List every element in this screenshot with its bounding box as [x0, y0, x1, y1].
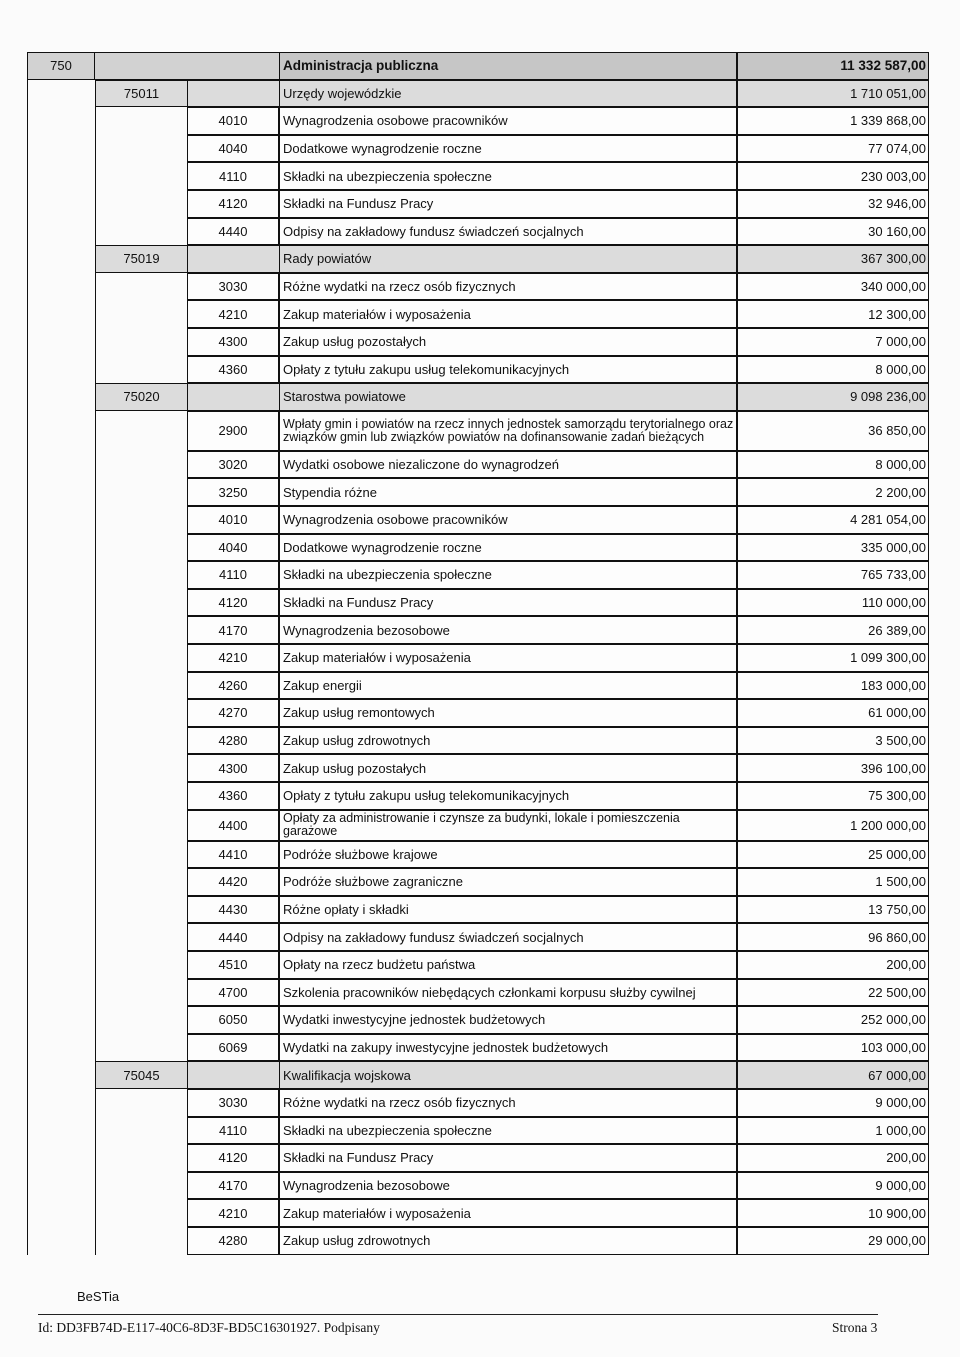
paragraf-row — [27, 411, 929, 451]
paragraf-row — [27, 896, 929, 924]
empty-cell — [95, 868, 187, 896]
empty-cell — [95, 979, 187, 1007]
paragraf-amount: 32 946,00 — [737, 190, 929, 218]
rozdzial-amount: 1 710 051,00 — [737, 80, 929, 108]
paragraf-amount: 1 339 868,00 — [737, 107, 929, 135]
paragraf-name: Różne wydatki na rzecz osób fizycznych — [279, 1089, 737, 1117]
paragraf-name: Składki na ubezpieczenia społeczne — [279, 561, 737, 589]
empty-cell — [187, 52, 279, 80]
empty-cell — [27, 896, 95, 924]
paragraf-amount: 8 000,00 — [737, 451, 929, 479]
paragraf-amount: 29 000,00 — [737, 1227, 929, 1255]
empty-cell — [27, 1034, 95, 1062]
paragraf-name: Składki na Fundusz Pracy — [279, 190, 737, 218]
empty-cell — [95, 644, 187, 672]
empty-cell — [27, 589, 95, 617]
dzial-left-line — [27, 80, 28, 1255]
paragraf-code: 4360 — [187, 356, 279, 384]
paragraf-name: Podróże służbowe zagraniczne — [279, 868, 737, 896]
paragraf-row — [27, 534, 929, 562]
empty-cell — [95, 1227, 187, 1255]
paragraf-name: Wynagrodzenia osobowe pracowników — [279, 107, 737, 135]
empty-cell — [27, 1172, 95, 1200]
paragraf-name: Zakup usług remontowych — [279, 699, 737, 727]
empty-cell — [27, 782, 95, 810]
paragraf-amount: 9 000,00 — [737, 1172, 929, 1200]
paragraf-row — [27, 979, 929, 1007]
empty-cell — [95, 782, 187, 810]
paragraf-amount: 13 750,00 — [737, 896, 929, 924]
paragraf-name: Składki na Fundusz Pracy — [279, 1144, 737, 1172]
paragraf-name: Wynagrodzenia bezosobowe — [279, 1172, 737, 1200]
paragraf-code: 4210 — [187, 300, 279, 328]
empty-cell — [95, 451, 187, 479]
empty-cell — [95, 841, 187, 869]
paragraf-amount: 396 100,00 — [737, 754, 929, 782]
paragraf-amount: 30 160,00 — [737, 218, 929, 246]
paragraf-name: Wydatki inwestycyjne jednostek budżetowych — [279, 1006, 737, 1034]
paragraf-row — [27, 273, 929, 301]
empty-cell — [27, 411, 95, 451]
paragraf-amount: 75 300,00 — [737, 782, 929, 810]
paragraf-name: Odpisy na zakładowy fundusz świadczeń socjalnych — [279, 923, 737, 951]
paragraf-name: Odpisy na zakładowy fundusz świadczeń socjalnych — [279, 218, 737, 246]
paragraf-row — [27, 644, 929, 672]
paragraf-name: Opłaty z tytułu zakupu usług telekomunikacyjnych — [279, 356, 737, 384]
empty-cell — [95, 1172, 187, 1200]
paragraf-amount: 765 733,00 — [737, 561, 929, 589]
paragraf-name: Składki na ubezpieczenia społeczne — [279, 162, 737, 190]
empty-cell — [95, 727, 187, 755]
paragraf-row — [27, 951, 929, 979]
empty-cell — [27, 1227, 95, 1255]
empty-cell — [95, 896, 187, 924]
paragraf-code: 4110 — [187, 162, 279, 190]
empty-cell — [95, 561, 187, 589]
paragraf-amount: 340 000,00 — [737, 273, 929, 301]
empty-cell — [95, 1199, 187, 1227]
paragraf-code: 3030 — [187, 1089, 279, 1117]
empty-cell — [27, 506, 95, 534]
paragraf-row — [27, 782, 929, 810]
paragraf-code: 4700 — [187, 979, 279, 1007]
empty-cell — [95, 951, 187, 979]
paragraf-code: 4280 — [187, 727, 279, 755]
paragraf-code: 4280 — [187, 1227, 279, 1255]
rozdzial-code: 75019 — [95, 245, 187, 273]
empty-cell — [27, 644, 95, 672]
dzial-code: 750 — [27, 52, 95, 80]
empty-cell — [27, 727, 95, 755]
rozdzial-code: 75011 — [95, 80, 187, 108]
empty-cell — [95, 1034, 187, 1062]
paragraf-code: 4300 — [187, 754, 279, 782]
empty-cell — [27, 810, 95, 841]
paragraf-code: 4440 — [187, 923, 279, 951]
empty-cell — [95, 699, 187, 727]
footer-page-number: Strona 3 — [832, 1320, 878, 1335]
empty-cell — [27, 80, 95, 108]
rozdzial-amount: 367 300,00 — [737, 245, 929, 273]
paragraf-amount: 2 200,00 — [737, 478, 929, 506]
empty-cell — [95, 810, 187, 841]
paragraf-row — [27, 328, 929, 356]
empty-cell — [95, 218, 187, 246]
paragraf-code: 4360 — [187, 782, 279, 810]
empty-cell — [187, 80, 279, 108]
empty-cell — [27, 135, 95, 163]
paragraf-code: 4410 — [187, 841, 279, 869]
paragraf-row — [27, 1199, 929, 1227]
paragraf-name: Składki na ubezpieczenia społeczne — [279, 1117, 737, 1145]
rozdzial-name: Rady powiatów — [279, 245, 737, 273]
paragraf-amount: 36 850,00 — [737, 411, 929, 451]
paragraf-row — [27, 451, 929, 479]
empty-cell — [27, 245, 95, 273]
paragraf-row — [27, 1144, 929, 1172]
empty-cell — [27, 951, 95, 979]
paragraf-amount: 8 000,00 — [737, 356, 929, 384]
empty-cell — [95, 356, 187, 384]
empty-cell — [95, 616, 187, 644]
empty-cell — [95, 1006, 187, 1034]
paragraf-code: 4040 — [187, 135, 279, 163]
paragraf-code: 4170 — [187, 1172, 279, 1200]
empty-cell — [95, 506, 187, 534]
empty-cell — [27, 1061, 95, 1089]
paragraf-row — [27, 1227, 929, 1255]
empty-cell — [95, 754, 187, 782]
paragraf-amount: 103 000,00 — [737, 1034, 929, 1062]
paragraf-name: Szkolenia pracowników niebędących członkami korpusu służby cywilnej — [279, 979, 737, 1007]
empty-cell — [27, 979, 95, 1007]
empty-cell — [95, 589, 187, 617]
paragraf-amount: 1 500,00 — [737, 868, 929, 896]
paragraf-amount: 77 074,00 — [737, 135, 929, 163]
paragraf-name: Wpłaty gmin i powiatów na rzecz innych jednostek samorządu terytorialnego oraz związków gmin lub związków powiatów na dofinansowanie zadań bieżących — [279, 411, 737, 451]
paragraf-code: 4120 — [187, 190, 279, 218]
empty-cell — [95, 300, 187, 328]
paragraf-row — [27, 1172, 929, 1200]
paragraf-name: Podróże służbowe krajowe — [279, 841, 737, 869]
empty-cell — [95, 273, 187, 301]
paragraf-code: 4040 — [187, 534, 279, 562]
empty-cell — [187, 1061, 279, 1089]
paragraf-row — [27, 300, 929, 328]
empty-cell — [95, 672, 187, 700]
paragraf-name: Wynagrodzenia bezosobowe — [279, 616, 737, 644]
paragraf-code: 4170 — [187, 616, 279, 644]
paragraf-name: Wydatki na zakupy inwestycyjne jednostek budżetowych — [279, 1034, 737, 1062]
paragraf-amount: 25 000,00 — [737, 841, 929, 869]
paragraf-amount: 252 000,00 — [737, 1006, 929, 1034]
rozdzial-row — [27, 383, 929, 411]
paragraf-name: Zakup usług zdrowotnych — [279, 727, 737, 755]
paragraf-row — [27, 589, 929, 617]
empty-cell — [95, 162, 187, 190]
rozdzial-code: 75045 — [95, 1061, 187, 1089]
paragraf-name: Składki na Fundusz Pracy — [279, 589, 737, 617]
paragraf-amount: 110 000,00 — [737, 589, 929, 617]
empty-cell — [27, 218, 95, 246]
empty-cell — [27, 1089, 95, 1117]
paragraf-row — [27, 1006, 929, 1034]
paragraf-code: 4120 — [187, 589, 279, 617]
paragraf-name: Dodatkowe wynagrodzenie roczne — [279, 534, 737, 562]
empty-cell — [27, 841, 95, 869]
paragraf-code: 6069 — [187, 1034, 279, 1062]
paragraf-row — [27, 1117, 929, 1145]
paragraf-code: 4260 — [187, 672, 279, 700]
paragraf-amount: 12 300,00 — [737, 300, 929, 328]
paragraf-name: Zakup materiałów i wyposażenia — [279, 1199, 737, 1227]
paragraf-code: 3030 — [187, 273, 279, 301]
paragraf-code: 4400 — [187, 810, 279, 841]
empty-cell — [95, 478, 187, 506]
empty-cell — [27, 1144, 95, 1172]
paragraf-code: 4440 — [187, 218, 279, 246]
paragraf-row — [27, 868, 929, 896]
paragraf-name: Zakup usług pozostałych — [279, 328, 737, 356]
paragraf-code: 4010 — [187, 506, 279, 534]
paragraf-code: 4120 — [187, 1144, 279, 1172]
paragraf-name: Stypendia różne — [279, 478, 737, 506]
empty-cell — [27, 478, 95, 506]
paragraf-amount: 9 000,00 — [737, 1089, 929, 1117]
paragraf-row — [27, 190, 929, 218]
empty-cell — [27, 699, 95, 727]
paragraf-amount: 1 000,00 — [737, 1117, 929, 1145]
footer-divider — [38, 1314, 878, 1315]
empty-cell — [27, 107, 95, 135]
paragraf-row — [27, 841, 929, 869]
empty-cell — [27, 328, 95, 356]
dzial-amount: 11 332 587,00 — [737, 52, 929, 80]
empty-cell — [95, 190, 187, 218]
paragraf-code: 4270 — [187, 699, 279, 727]
empty-cell — [187, 245, 279, 273]
paragraf-code: 4210 — [187, 644, 279, 672]
empty-cell — [95, 1089, 187, 1117]
paragraf-name: Różne opłaty i składki — [279, 896, 737, 924]
rozdzial-code: 75020 — [95, 383, 187, 411]
dzial-column-line — [95, 80, 96, 1255]
paragraf-name: Dodatkowe wynagrodzenie roczne — [279, 135, 737, 163]
paragraf-code: 4300 — [187, 328, 279, 356]
paragraf-row — [27, 561, 929, 589]
paragraf-code: 4420 — [187, 868, 279, 896]
rozdzial-name: Starostwa powiatowe — [279, 383, 737, 411]
rozdzial-name: Urzędy wojewódzkie — [279, 80, 737, 108]
paragraf-amount: 7 000,00 — [737, 328, 929, 356]
empty-cell — [27, 1199, 95, 1227]
paragraf-row — [27, 672, 929, 700]
rozdzial-row — [27, 1061, 929, 1089]
paragraf-row — [27, 135, 929, 163]
empty-cell — [95, 1144, 187, 1172]
rozdzial-row — [27, 245, 929, 273]
paragraf-name: Zakup usług pozostałych — [279, 754, 737, 782]
paragraf-amount: 4 281 054,00 — [737, 506, 929, 534]
paragraf-name: Opłaty za administrowanie i czynsze za budynki, lokale i pomieszczenia garażowe — [279, 810, 737, 841]
paragraf-row — [27, 356, 929, 384]
paragraf-name: Opłaty z tytułu zakupu usług telekomunikacyjnych — [279, 782, 737, 810]
paragraf-row — [27, 810, 929, 841]
paragraf-row — [27, 616, 929, 644]
paragraf-row — [27, 699, 929, 727]
empty-cell — [27, 451, 95, 479]
paragraf-row — [27, 506, 929, 534]
paragraf-code: 4430 — [187, 896, 279, 924]
empty-cell — [95, 923, 187, 951]
paragraf-amount: 96 860,00 — [737, 923, 929, 951]
empty-cell — [27, 868, 95, 896]
dzial-row — [27, 52, 929, 80]
paragraf-amount: 10 900,00 — [737, 1199, 929, 1227]
paragraf-row — [27, 727, 929, 755]
paragraf-amount: 183 000,00 — [737, 672, 929, 700]
empty-cell — [27, 754, 95, 782]
paragraf-code: 3250 — [187, 478, 279, 506]
paragraf-code: 6050 — [187, 1006, 279, 1034]
empty-cell — [27, 534, 95, 562]
paragraf-code: 3020 — [187, 451, 279, 479]
empty-cell — [27, 616, 95, 644]
rozdzial-column-line — [187, 80, 188, 1255]
empty-cell — [27, 300, 95, 328]
empty-cell — [95, 1117, 187, 1145]
paragraf-amount: 3 500,00 — [737, 727, 929, 755]
empty-cell — [95, 534, 187, 562]
empty-cell — [27, 1117, 95, 1145]
paragraf-amount: 200,00 — [737, 1144, 929, 1172]
paragraf-name: Wynagrodzenia osobowe pracowników — [279, 506, 737, 534]
paragraf-name: Wydatki osobowe niezaliczone do wynagrodzeń — [279, 451, 737, 479]
empty-cell — [27, 356, 95, 384]
rozdzial-name: Kwalifikacja wojskowa — [279, 1061, 737, 1089]
empty-cell — [27, 561, 95, 589]
paragraf-amount: 335 000,00 — [737, 534, 929, 562]
paragraf-name: Opłaty na rzecz budżetu państwa — [279, 951, 737, 979]
paragraf-row — [27, 162, 929, 190]
empty-cell — [27, 190, 95, 218]
paragraf-code: 4510 — [187, 951, 279, 979]
rozdzial-amount: 67 000,00 — [737, 1061, 929, 1089]
paragraf-amount: 1 200 000,00 — [737, 810, 929, 841]
paragraf-code: 4110 — [187, 561, 279, 589]
empty-cell — [27, 162, 95, 190]
paragraf-row — [27, 923, 929, 951]
paragraf-amount: 1 099 300,00 — [737, 644, 929, 672]
empty-cell — [95, 52, 187, 80]
paragraf-row — [27, 107, 929, 135]
paragraf-row — [27, 478, 929, 506]
paragraf-name: Zakup materiałów i wyposażenia — [279, 644, 737, 672]
rozdzial-row — [27, 80, 929, 108]
empty-cell — [95, 411, 187, 451]
paragraf-code: 2900 — [187, 411, 279, 451]
empty-cell — [187, 383, 279, 411]
paragraf-amount: 61 000,00 — [737, 699, 929, 727]
footer-app-name: BeSTia — [77, 1289, 120, 1304]
paragraf-amount: 200,00 — [737, 951, 929, 979]
footer-document-id: Id: DD3FB74D-E117-40C6-8D3F-BD5C16301927. Podpisany — [38, 1320, 380, 1335]
paragraf-row — [27, 1089, 929, 1117]
rozdzial-amount: 9 098 236,00 — [737, 383, 929, 411]
paragraf-amount: 26 389,00 — [737, 616, 929, 644]
empty-cell — [95, 107, 187, 135]
paragraf-row — [27, 754, 929, 782]
paragraf-name: Zakup usług zdrowotnych — [279, 1227, 737, 1255]
empty-cell — [27, 923, 95, 951]
empty-cell — [27, 1006, 95, 1034]
paragraf-row — [27, 1034, 929, 1062]
paragraf-row — [27, 218, 929, 246]
paragraf-amount: 230 003,00 — [737, 162, 929, 190]
paragraf-name: Zakup energii — [279, 672, 737, 700]
paragraf-name: Zakup materiałów i wyposażenia — [279, 300, 737, 328]
paragraf-code: 4010 — [187, 107, 279, 135]
paragraf-code: 4110 — [187, 1117, 279, 1145]
empty-cell — [95, 328, 187, 356]
empty-cell — [27, 273, 95, 301]
dzial-name: Administracja publiczna — [279, 52, 737, 80]
paragraf-name: Różne wydatki na rzecz osób fizycznych — [279, 273, 737, 301]
empty-cell — [27, 672, 95, 700]
empty-cell — [95, 135, 187, 163]
empty-cell — [27, 383, 95, 411]
paragraf-code: 4210 — [187, 1199, 279, 1227]
paragraf-amount: 22 500,00 — [737, 979, 929, 1007]
